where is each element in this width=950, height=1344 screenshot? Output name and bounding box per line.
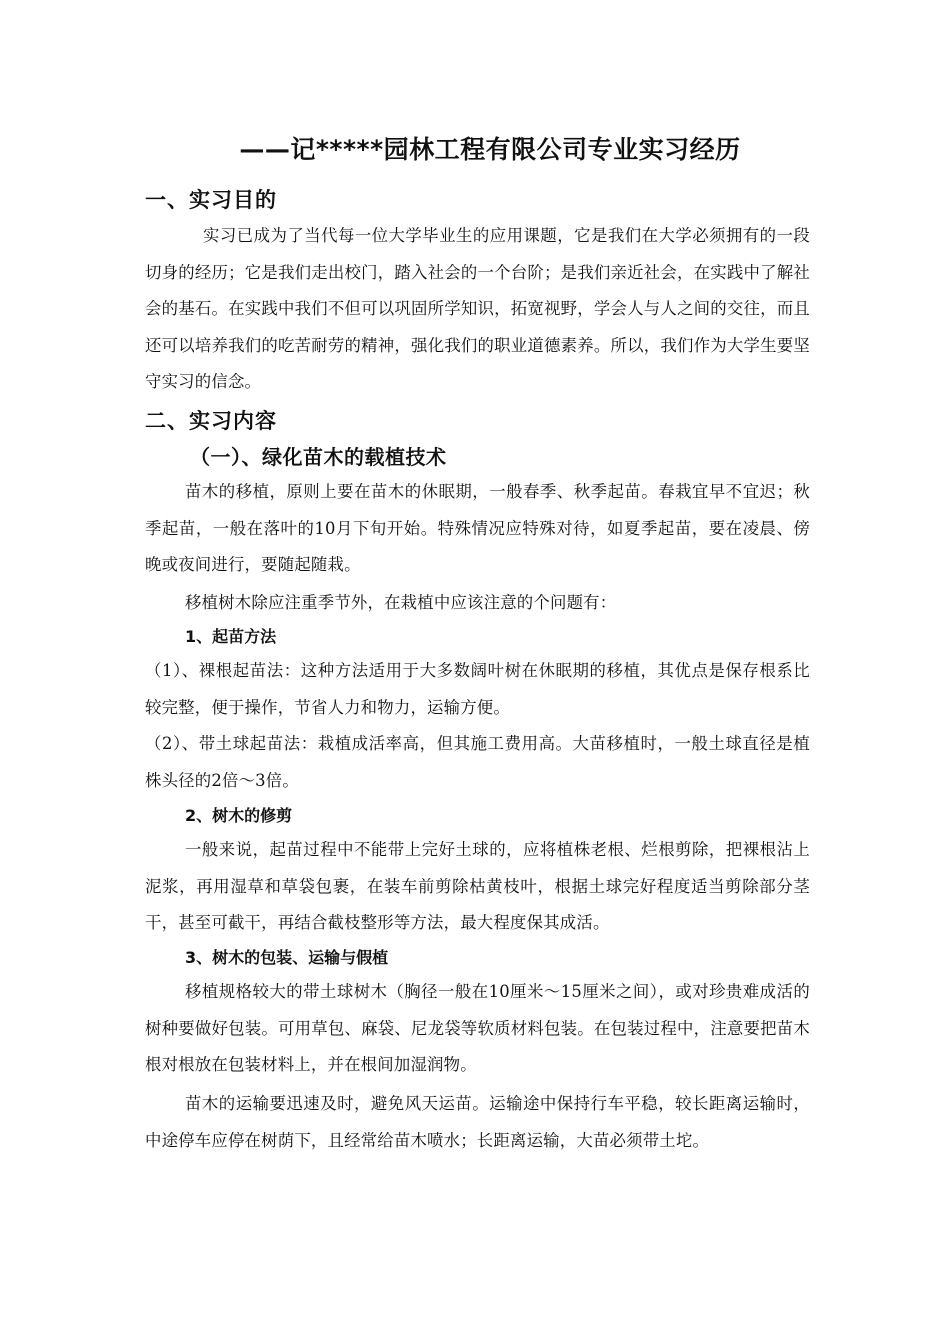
item3-paragraph-2: 苗木的运输要迅速及时，避免风天运苗。运输途中保持行车平稳，较长距离运输时，中途停车应停在树荫下，且经常给苗木喷水；长距离运输，大苗必须带土坨。: [145, 1094, 810, 1150]
item1-paragraph-2: （2）、带土球起苗法：栽植成活率高，但其施工费用高。大苗移植时，一般土球直径是植株头径的2倍～3倍。: [145, 734, 810, 790]
item2-heading: 2、树木的修剪: [185, 806, 293, 825]
section2-heading: 二、实习内容: [145, 409, 277, 433]
item3-paragraph-1: 移植规格较大的带土球树木（胸径一般在10厘米～15厘米之间），或对珍贵难成活的树种要做好包装。可用草包、麻袋、尼龙袋等软质材料包装。在包装过程中，注意要把苗木根对根放在包装材料上，并在根间加湿润物。: [145, 982, 810, 1074]
item1-paragraph-1: （1）、裸根起苗法：这种方法适用于大多数阔叶树在休眠期的移植，其优点是保存根系比较完整，便于操作，节省人力和物力，运输方便。: [145, 661, 810, 717]
document-title: ——记*****园林工程有限公司专业实习经历: [239, 135, 741, 164]
section1-paragraph: 实习已成为了当代每一位大学毕业生的应用课题，它是我们在大学必须拥有的一段切身的经历；它是我们走出校门，踏入社会的一个台阶；是我们亲近社会，在实践中了解社会的基石。在实践中我们不但可以巩固所学知识，拓宽视野，学会人与人之间的交往，而且还可以培养我们的吃苦耐劳的精神，强化我们的职业道德素养。所以，我们作为大学生要坚守实习的信念。: [145, 226, 810, 391]
item3-heading: 3、树木的包装、运输与假植: [185, 948, 389, 967]
section2-subheading: （一）、绿化苗木的载植技术: [190, 445, 447, 469]
item2-paragraph: 一般来说，起苗过程中不能带上完好土球的，应将植株老根、烂根剪除，把裸根沾上泥浆，再用湿草和草袋包裹，在装车前剪除枯黄枝叶，根据土球完好程度适当剪除部分茎干，甚至可截干，再结合截枝整形等方法，最大程度保其成活。: [145, 840, 810, 932]
section2-paragraph-2: 移植树木除应注重季节外，在栽植中应该注意的个问题有：: [185, 593, 617, 612]
section2-paragraph-1: 苗木的移植，原则上要在苗木的休眠期，一般春季、秋季起苗。春栽宜早不宜迟；秋季起苗，一般在落叶的10月下旬开始。特殊情况应特殊对待，如夏季起苗，要在凌晨、傍晚或夜间进行，要随起随栽。: [145, 482, 810, 574]
item1-heading: 1、起苗方法: [185, 627, 277, 646]
section1-heading: 一、实习目的: [145, 188, 277, 212]
